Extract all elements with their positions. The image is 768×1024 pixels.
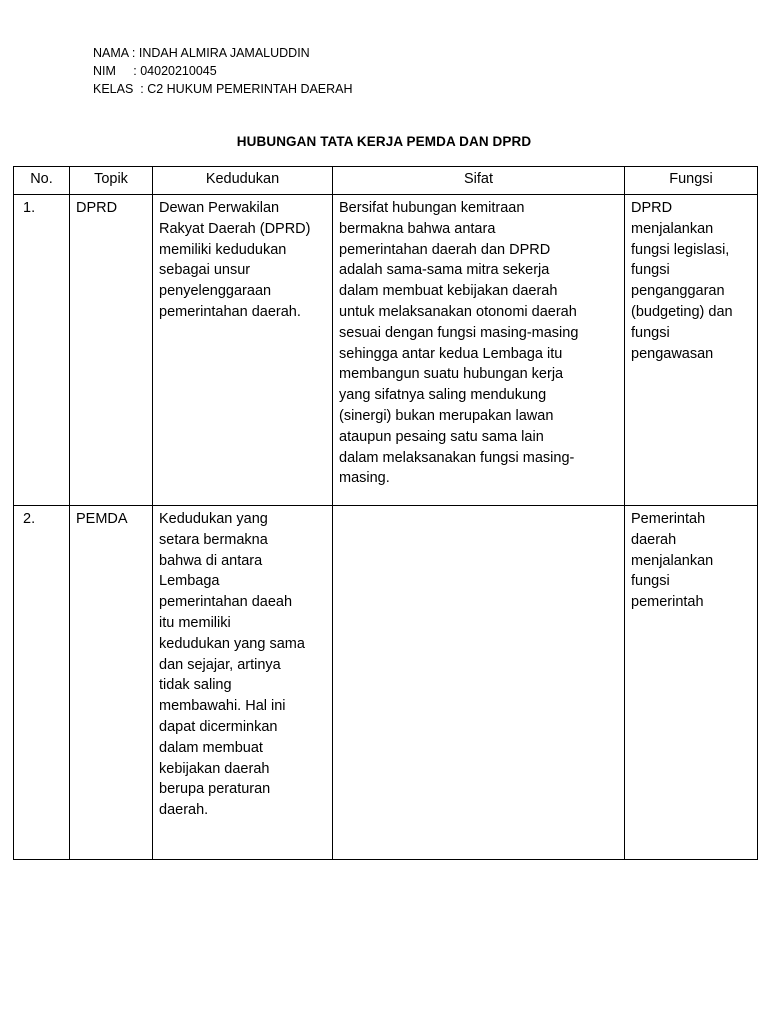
cell-kedudukan	[153, 506, 333, 860]
header-sifat: Sifat	[333, 167, 625, 195]
header-no: No.	[14, 167, 70, 195]
header-fungsi: Fungsi	[625, 167, 758, 195]
cell-topik	[70, 195, 153, 506]
cell-sifat	[333, 195, 625, 506]
row-sifat-text: Bersifat hubungan kemitraan bermakna bahwa antara pemerintahan daerah dan DPRD adalah sama-sama mitra sekerja dalam membuat kebijakan daerah untuk melaksanakan otonomi daerah sesuai dengan fungsi masing-masing sehingga antar kedua Lembaga itu membangun suatu hubungan kerja yang sifatnya saling mendukung (sinergi) bukan merupakan lawan ataupun pesaing satu sama lain dalam melaksanakan fungsi masing- masing.	[339, 200, 579, 487]
row-kedudukan-text: Dewan Perwakilan Rakyat Daerah (DPRD) memiliki kedudukan sebagai unsur penyelenggaraan pemerintahan daerah.	[159, 200, 311, 320]
table-header-row	[14, 167, 758, 195]
row-number: 1.	[23, 200, 36, 216]
row-kedudukan-text: Kedudukan yang setara bermakna bahwa di antara Lembaga pemerintahan daeah itu memiliki kedudukan yang sama dan sejajar, artinya tidak saling membawahi. Hal ini dapat dicerminkan dalam membuat kebijakan daerah berupa peraturan daerah.	[159, 511, 305, 819]
row-sifat-text	[333, 506, 624, 509]
table-row	[14, 506, 758, 860]
header-kedudukan: Kedudukan	[153, 167, 333, 195]
cell-kedudukan	[153, 195, 333, 506]
cell-no	[14, 195, 70, 506]
cell-sifat	[333, 506, 625, 860]
header-topik: Topik	[70, 167, 153, 195]
cell-fungsi	[625, 195, 758, 506]
relations-table	[13, 166, 758, 860]
student-info	[93, 44, 353, 98]
student-nim: NIM : 04020210045	[93, 64, 217, 78]
document-title: HUBUNGAN TATA KERJA PEMDA DAN DPRD	[236, 134, 532, 149]
row-topic: DPRD	[76, 200, 118, 216]
student-name: NAMA : INDAH ALMIRA JAMALUDDIN	[93, 46, 310, 60]
cell-topik	[70, 506, 153, 860]
row-fungsi-text: DPRD menjalankan fungsi legislasi, fungsi penganggaran (budgeting) dan fungsi pengawasan	[631, 200, 733, 362]
cell-no	[14, 506, 70, 860]
row-number: 2.	[23, 511, 36, 527]
student-class: KELAS : C2 HUKUM PEMERINTAH DAERAH	[93, 82, 353, 96]
cell-fungsi	[625, 506, 758, 860]
table-row	[14, 195, 758, 506]
row-fungsi-text: Pemerintah daerah menjalankan fungsi pemerintah	[631, 511, 714, 611]
row-topic: PEMDA	[76, 511, 128, 527]
